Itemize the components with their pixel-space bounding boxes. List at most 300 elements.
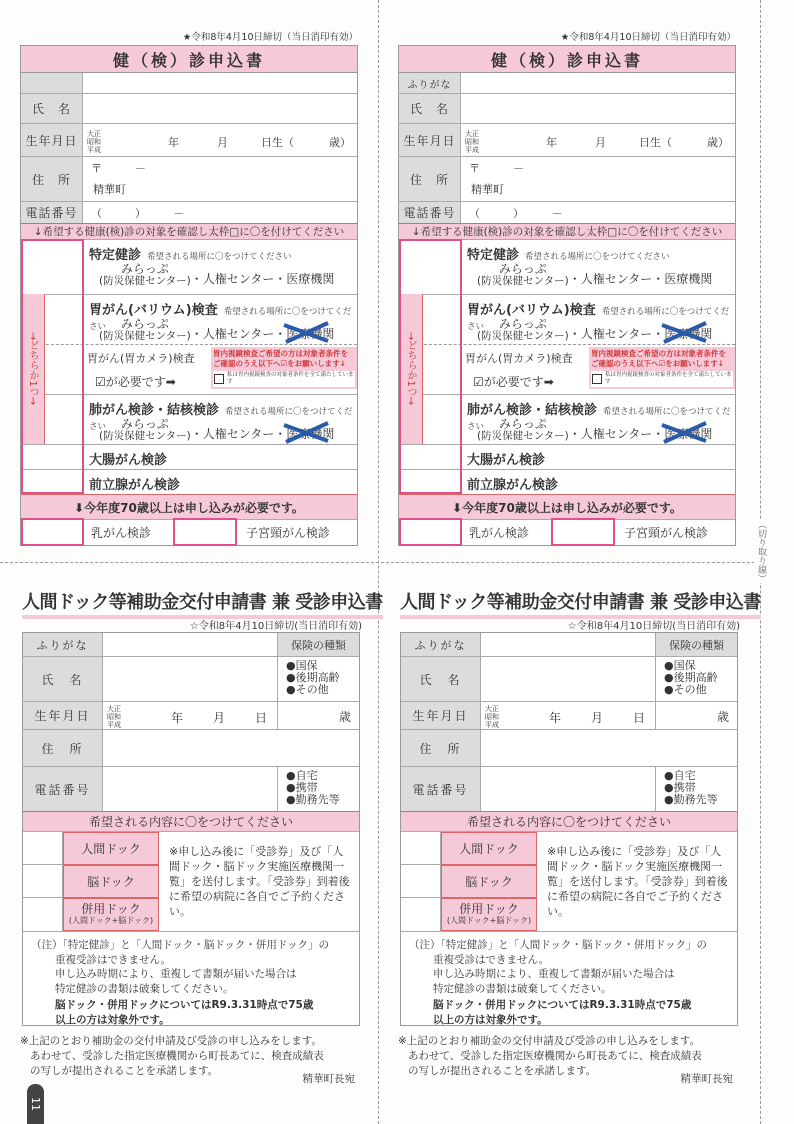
phone_options-options[interactable] [277,767,359,811]
dock-application-form [22,632,360,1026]
place-options[interactable] [99,317,334,342]
text-birth-label: 生年月日 [23,702,103,729]
text-prostate: 前立腺がん検診 [89,478,181,493]
form-part [477,318,569,342]
addressee: 精華町長宛 [680,1073,733,1085]
deadline-note: ★令和8年4月10日締切（当日消印有効） [182,32,358,43]
cervical-checkbox[interactable] [551,520,614,545]
form-part [89,244,292,263]
text-place-medical: 医療機関 [286,427,335,441]
text-0: 大正 [87,130,101,138]
text-0: 人間ドック [63,832,159,865]
form-part [23,729,359,766]
form-part [461,295,735,344]
text-2: の写しが提出されることを承諾します。 [30,1065,219,1077]
consent-note [398,1034,743,1085]
text-1: 昭和 [107,713,121,721]
form-part [23,701,359,729]
text-place-mirapu-sub: (防災保健センター) [477,429,569,442]
dock-address-input[interactable] [481,730,737,766]
form-part [83,470,357,494]
tokutei-checkbox[interactable] [399,240,461,294]
combined-dock-checkbox[interactable] [401,898,440,931]
form-part [284,423,328,442]
ningen-dock-checkbox[interactable] [401,832,440,865]
crossed-out-medical [664,427,712,441]
text-2: ●その他 [664,683,707,696]
name-input[interactable] [83,94,357,123]
text-2: ●勤務先等 [286,793,340,806]
text-place-medical: 医療機関 [286,272,335,286]
text-place-mirapu: みらっぷ [120,261,169,276]
form-part [21,444,357,469]
phone_options-options[interactable] [655,767,737,811]
form-part [399,394,735,444]
furigana-label [21,73,83,93]
text-place-rest: ・人権センター・ [190,327,287,341]
text-0: 年 [171,711,184,725]
text-breast: 乳がん検診 [91,526,152,540]
text-2: 併用ドック [81,901,141,916]
text-address-label: 住 所 [401,730,481,766]
place-options[interactable] [99,417,334,442]
deadline-note: ★令和8年4月10日締切（当日消印有効） [560,32,736,43]
choose-one-label: →どちらか1つ→ [399,294,423,444]
form-part [286,325,334,342]
text-phone-template: （ ） － [91,207,185,220]
dock-form-title: 人間ドック等補助金交付申請書 兼 受診申込書 [22,588,383,619]
text-tokutei: 特定健診 [89,248,142,263]
text-place-rest: ・人権センター・ [190,272,287,286]
dock-caution-note [401,931,737,1033]
cut-line-label: （切り取り線） [756,520,766,583]
text-2: 申し込み時期により、重複して書類が届いた場合は [433,968,675,980]
prostate-checkbox[interactable] [21,470,83,494]
text-0: （注）「特定健診」と「人間ドック・脳ドック・併用ドック」の [409,939,707,951]
combined-dock-checkbox[interactable] [23,898,62,931]
text-tokutei: 特定健診 [467,248,520,263]
text-furigana-label: ふりがな [401,633,481,656]
form-part [441,832,537,931]
text-place-mirapu-sub: (防災保健センター) [477,274,569,287]
text-2: 併用ドック [459,901,519,916]
text-place-mirapu-sub: (防災保健センター) [99,429,191,442]
text-furigana-label: ふりがな [23,633,103,656]
text-1: 以上の方は対象外です。 [55,1013,170,1026]
dock-notice: ※申し込み後に「受診券」及び「人間ドック・脳ドック実施医療機関一覧」を送付します。「受診券」到着後に希望の病院に各自でご予約ください。 [169,845,350,918]
age70-notice: ⬇今年度70歳以上は申し込みが必要です。 [399,494,735,519]
dock-birth-input[interactable] [103,702,277,729]
text-2: 日生（ [639,136,672,149]
text-1: 以上の方は対象外です。 [433,1013,548,1026]
form-part [401,701,737,729]
cross-out-mark [282,321,335,345]
text-barium: 胃がん(バリウム)検査 [89,303,218,318]
form-part [441,898,537,931]
breast-checkbox[interactable] [399,520,461,545]
form-title: 健（検）診申込書 [21,46,357,73]
text-3: 歳 [277,702,359,729]
text-0: 脳ドック・併用ドックについてはR9.3.31時点で75歳 [433,999,692,1011]
text-cervical: 子宮頸がん検診 [624,526,709,540]
form-part [401,831,737,931]
form-part [21,93,357,123]
form-part [664,325,712,342]
text-insurance-label: 保険の種類 [655,633,737,656]
instruction-bar: ↓希望する健康(検)診の対象を確認し太枠□に〇を付けてください [399,223,735,239]
dock-address-input[interactable] [103,730,359,766]
cross-out-mark [660,421,713,445]
address-label: 住 所 [399,157,461,201]
text-place-medical: 医療機関 [664,327,713,341]
colon-checkbox[interactable] [399,445,461,469]
form-part [399,93,735,123]
tokutei-checkbox[interactable] [21,240,83,294]
form-part [23,656,359,701]
dock-furigana-input[interactable] [103,633,277,656]
dock-form-title: 人間ドック等補助金交付申請書 兼 受診申込書 [400,588,761,619]
text-cervical: 子宮頸がん検診 [246,526,331,540]
dock-furigana-input[interactable] [481,633,655,656]
text-postal-mark: 〒 － [469,162,524,175]
camera-condition-checkbox[interactable] [214,374,224,384]
text-place-medical: 医療機関 [286,327,335,341]
form-part [399,444,735,469]
form-part [23,633,359,656]
form-part [401,729,737,766]
dock-phone-input[interactable] [103,767,277,811]
text-name-label: 氏 名 [23,657,103,701]
prostate-checkbox[interactable] [399,470,461,494]
instruction-bar: ↓希望する健康(検)診の対象を確認し太枠□に〇を付けてください [21,223,357,239]
text-place-mirapu: みらっぷ [498,261,547,276]
breast-checkbox[interactable] [21,520,83,545]
text-place-medical: 医療機関 [664,272,713,286]
form-part [662,423,706,442]
text-2: ●勤務先等 [664,793,718,806]
text-address-label: 住 所 [23,730,103,766]
form-part [21,519,357,545]
addressee: 精華町長宛 [302,1073,355,1085]
consent-note [20,1034,365,1085]
camera-need-label: ☑が必要です➡ [95,375,176,389]
name-input[interactable] [461,94,735,123]
text-3: 特定健診の書類は破棄してください。 [433,982,612,995]
text-place-hint: 希望される場所に〇をつけてください [467,407,731,432]
text-1: 月 [213,711,226,725]
text-0: 大正 [485,705,499,713]
text-1: 脳ドック [441,865,537,898]
form-part [21,394,357,444]
form-part [485,705,499,729]
text-0: ※上記のとおり補助金の交付申請及び受診の申し込みをします。 [398,1035,700,1047]
camera-exam-label: 胃がん(胃カメラ)検査 [87,352,195,365]
place-options[interactable] [477,317,712,342]
dock-caution-note [23,931,359,1033]
text-place-rest: ・人権センター・ [568,427,665,441]
text-place-mirapu: みらっぷ [498,416,547,431]
text-town: 精華町 [93,183,126,196]
form-part [23,766,359,811]
crossed-out-medical [664,327,712,341]
page-number: 11 [27,1084,44,1124]
text-0: （注）「特定健診」と「人間ドック・脳ドック・併用ドック」の [31,939,329,951]
text-1: 重複受診はできません。 [55,953,172,966]
form-part [477,418,569,442]
text-2: 申し込み時期により、重複して書類が届いた場合は [55,968,297,980]
text-3: 歳） [329,136,351,149]
form-part [461,470,735,494]
text-1: 昭和 [465,138,479,146]
text-postal-mark: 〒 － [91,162,146,175]
birth-label: 生年月日 [21,124,83,156]
address-label: 住 所 [21,157,83,201]
text-0: 人間ドック [441,832,537,865]
text-0: 脳ドック・併用ドックについてはR9.3.31時点で75歳 [55,999,314,1011]
health-checkup-form [20,45,358,546]
text-place-hint: 希望される場所に〇をつけてください [89,307,352,332]
text-place-mirapu: みらっぷ [120,416,169,431]
form-part [461,445,735,469]
text-place-rest: ・人権センター・ [568,272,665,286]
text-insurance-label: 保険の種類 [277,633,359,656]
text-0: ●自宅 [664,769,696,782]
camera-need-label: ☑が必要です➡ [473,375,554,389]
text-lung: 肺がん検診・結核検診 [467,403,598,418]
place-options[interactable] [477,262,712,287]
text-phone-label: 電話番号 [23,767,103,811]
form-part [401,766,737,811]
form-part [399,156,735,201]
text-2: 平成 [485,721,499,729]
dock-phone-input[interactable] [481,767,655,811]
text-place-mirapu-sub: (防災保健センター) [99,329,191,342]
text-2: 平成 [465,146,479,154]
form-part [83,240,357,294]
phone-input[interactable] [83,202,357,223]
camera-condition-row [213,371,355,387]
text-1: 月 [595,136,606,149]
era-options[interactable] [465,130,479,154]
health-checkup-form [398,45,736,546]
text-place-mirapu: みらっぷ [498,316,547,331]
text-1: 脳ドック [63,865,159,898]
text-choose-bar: 希望される内容に〇をつけてください [401,811,737,831]
form-part [63,898,159,931]
form-part [23,832,63,931]
dock-name-input[interactable] [103,657,277,701]
text-place-mirapu: みらっぷ [120,316,169,331]
text-2: 日生（ [261,136,294,149]
name-label: 氏 名 [399,94,461,123]
era-options[interactable] [87,130,101,154]
birth-input[interactable] [83,124,357,156]
text-3: 歳 [655,702,737,729]
text-place-rest: ・人権センター・ [568,327,665,341]
colon-checkbox[interactable] [21,445,83,469]
address-input[interactable] [83,157,357,201]
text-place-rest: ・人権センター・ [190,427,287,441]
text-dock-combo-sub: (人間ドック+脳ドック) [68,915,154,925]
form-title: 健（検）診申込書 [399,46,735,73]
text-place-hint: 希望される場所に〇をつけてください [89,407,353,432]
cross-out-mark [282,421,335,445]
text-3: 歳） [707,136,729,149]
text-0: 年 [549,711,562,725]
dock-application-form [400,632,738,1026]
form-part [286,425,334,442]
form-part [401,633,737,656]
form-part [21,239,357,294]
dock-name-input[interactable] [481,657,655,701]
text-0: 年 [546,136,557,149]
text-place-medical: 医療機関 [664,427,713,441]
form-part [401,832,441,931]
text-colon: 大腸がん検診 [89,453,168,468]
cervical-checkbox[interactable] [173,520,236,545]
form-part [21,201,357,223]
text-0: ●自宅 [286,769,318,782]
place-options[interactable] [99,262,334,287]
text-phone-label: 電話番号 [401,767,481,811]
form-part [83,395,357,444]
text-0: ※上記のとおり補助金の交付申請及び受診の申し込みをします。 [20,1035,322,1047]
text-1: ●携帯 [286,781,318,794]
text-phone-template: （ ） － [469,207,563,220]
insurance_options-options[interactable] [277,657,359,701]
form-part [461,395,735,444]
camera-notice [589,347,735,389]
crossed-out-medical [286,427,334,441]
text-1: 月 [217,136,228,149]
form-part [399,123,735,156]
form-part [83,445,357,469]
text-dock-combo-sub: (人間ドック+脳ドック) [446,915,532,925]
ningen-dock-checkbox[interactable] [23,832,62,865]
form-part [399,73,735,93]
text-2: の写しが提出されることを承諾します。 [408,1065,597,1077]
text-lung: 肺がん検診・結核検診 [89,403,220,418]
form-part [99,318,191,342]
form-part [21,156,357,201]
birth-label: 生年月日 [399,124,461,156]
cross-out-mark [660,321,713,345]
text-2: 平成 [87,146,101,154]
form-part [83,295,357,344]
form-part [107,705,121,729]
text-2: 日 [255,711,268,725]
text-prostate: 前立腺がん検診 [467,478,559,493]
text-1: 月 [591,711,604,725]
form-part [21,294,357,344]
choose-one-label: →どちらか1つ→ [21,294,45,444]
furigana-input[interactable] [83,73,357,93]
camera-notice-text: 胃内視鏡検査ご希望の方は対象者条件を ご確認のうえ以下へ☑をお願いします↓ [213,349,348,368]
camera-notice [211,347,357,389]
text-colon: 大腸がん検診 [467,453,546,468]
phone-input[interactable] [461,202,735,223]
form-part [83,345,357,394]
address-input[interactable] [461,157,735,201]
text-place-mirapu-sub: (防災保健センター) [477,329,569,342]
text-birth-label: 生年月日 [401,702,481,729]
form-part [401,656,737,701]
phone-label: 電話番号 [21,202,83,223]
text-1: 重複受診はできません。 [433,953,550,966]
camera-exam-label: 胃がん(胃カメラ)検査 [465,352,573,365]
form-part [21,123,357,156]
text-1: 昭和 [485,713,499,721]
text-place-mirapu-sub: (防災保健センター) [99,274,191,287]
form-part [284,323,328,342]
form-part [662,323,706,342]
form-part [286,270,334,287]
camera-condition-text: 私は胃内視鏡検査の対象者条件を全て満たしています [227,372,354,385]
text-0: 大正 [465,130,479,138]
text-place-hint: 希望される場所に〇をつけてください [525,252,670,262]
furigana-input[interactable] [461,73,735,93]
dock-deadline: ☆令和8年4月10日締切(当日消印有効) [567,621,740,632]
form-part [21,469,357,494]
brain-dock-checkbox[interactable] [23,865,62,898]
camera-condition-row [591,371,733,387]
text-2: 平成 [107,721,121,729]
form-part [399,469,735,494]
middle-cut-line [0,562,760,563]
form-part [461,345,735,394]
text-name-label: 氏 名 [401,657,481,701]
text-1: 昭和 [87,138,101,146]
form-part [23,831,359,931]
crossed-out-medical [286,327,334,341]
text-1: あわせて、受診した指定医療機関から町長あてに、検査成績表 [408,1050,702,1062]
form-part [399,294,735,344]
insurance_options-options[interactable] [655,657,737,701]
form-part [399,201,735,223]
text-choose-bar: 希望される内容に〇をつけてください [23,811,359,831]
text-place-hint: 希望される場所に〇をつけてください [467,307,730,332]
camera-notice-text: 胃内視鏡検査ご希望の方は対象者条件を ご確認のうえ以下へ☑をお願いします↓ [591,349,726,368]
birth-input[interactable] [461,124,735,156]
form-part [21,73,357,93]
text-2: ●その他 [286,683,329,696]
text-place-hint: 希望される場所に〇をつけてください [147,252,292,262]
text-2: 日 [633,711,646,725]
text-0: ●国保 [664,659,696,672]
form-part [63,832,159,931]
furigana-label: ふりがな [399,73,461,93]
form-part [399,519,735,545]
phone-label: 電話番号 [399,202,461,223]
camera-condition-checkbox[interactable] [592,374,602,384]
text-barium: 胃がん(バリウム)検査 [467,303,596,318]
form-part [21,344,357,394]
text-1: ●後期高齢 [664,671,718,684]
place-options[interactable] [477,417,712,442]
text-1: ●携帯 [664,781,696,794]
form-part [477,263,569,287]
name-label: 氏 名 [21,94,83,123]
form-part [664,425,712,442]
text-0: 大正 [107,705,121,713]
text-1: ●後期高齢 [286,671,340,684]
text-3: 特定健診の書類は破棄してください。 [55,982,234,995]
brain-dock-checkbox[interactable] [401,865,440,898]
form-part [99,418,191,442]
dock-birth-input[interactable] [481,702,655,729]
form-part [467,244,670,263]
dock-deadline: ☆令和8年4月10日締切(当日消印有効) [189,621,362,632]
